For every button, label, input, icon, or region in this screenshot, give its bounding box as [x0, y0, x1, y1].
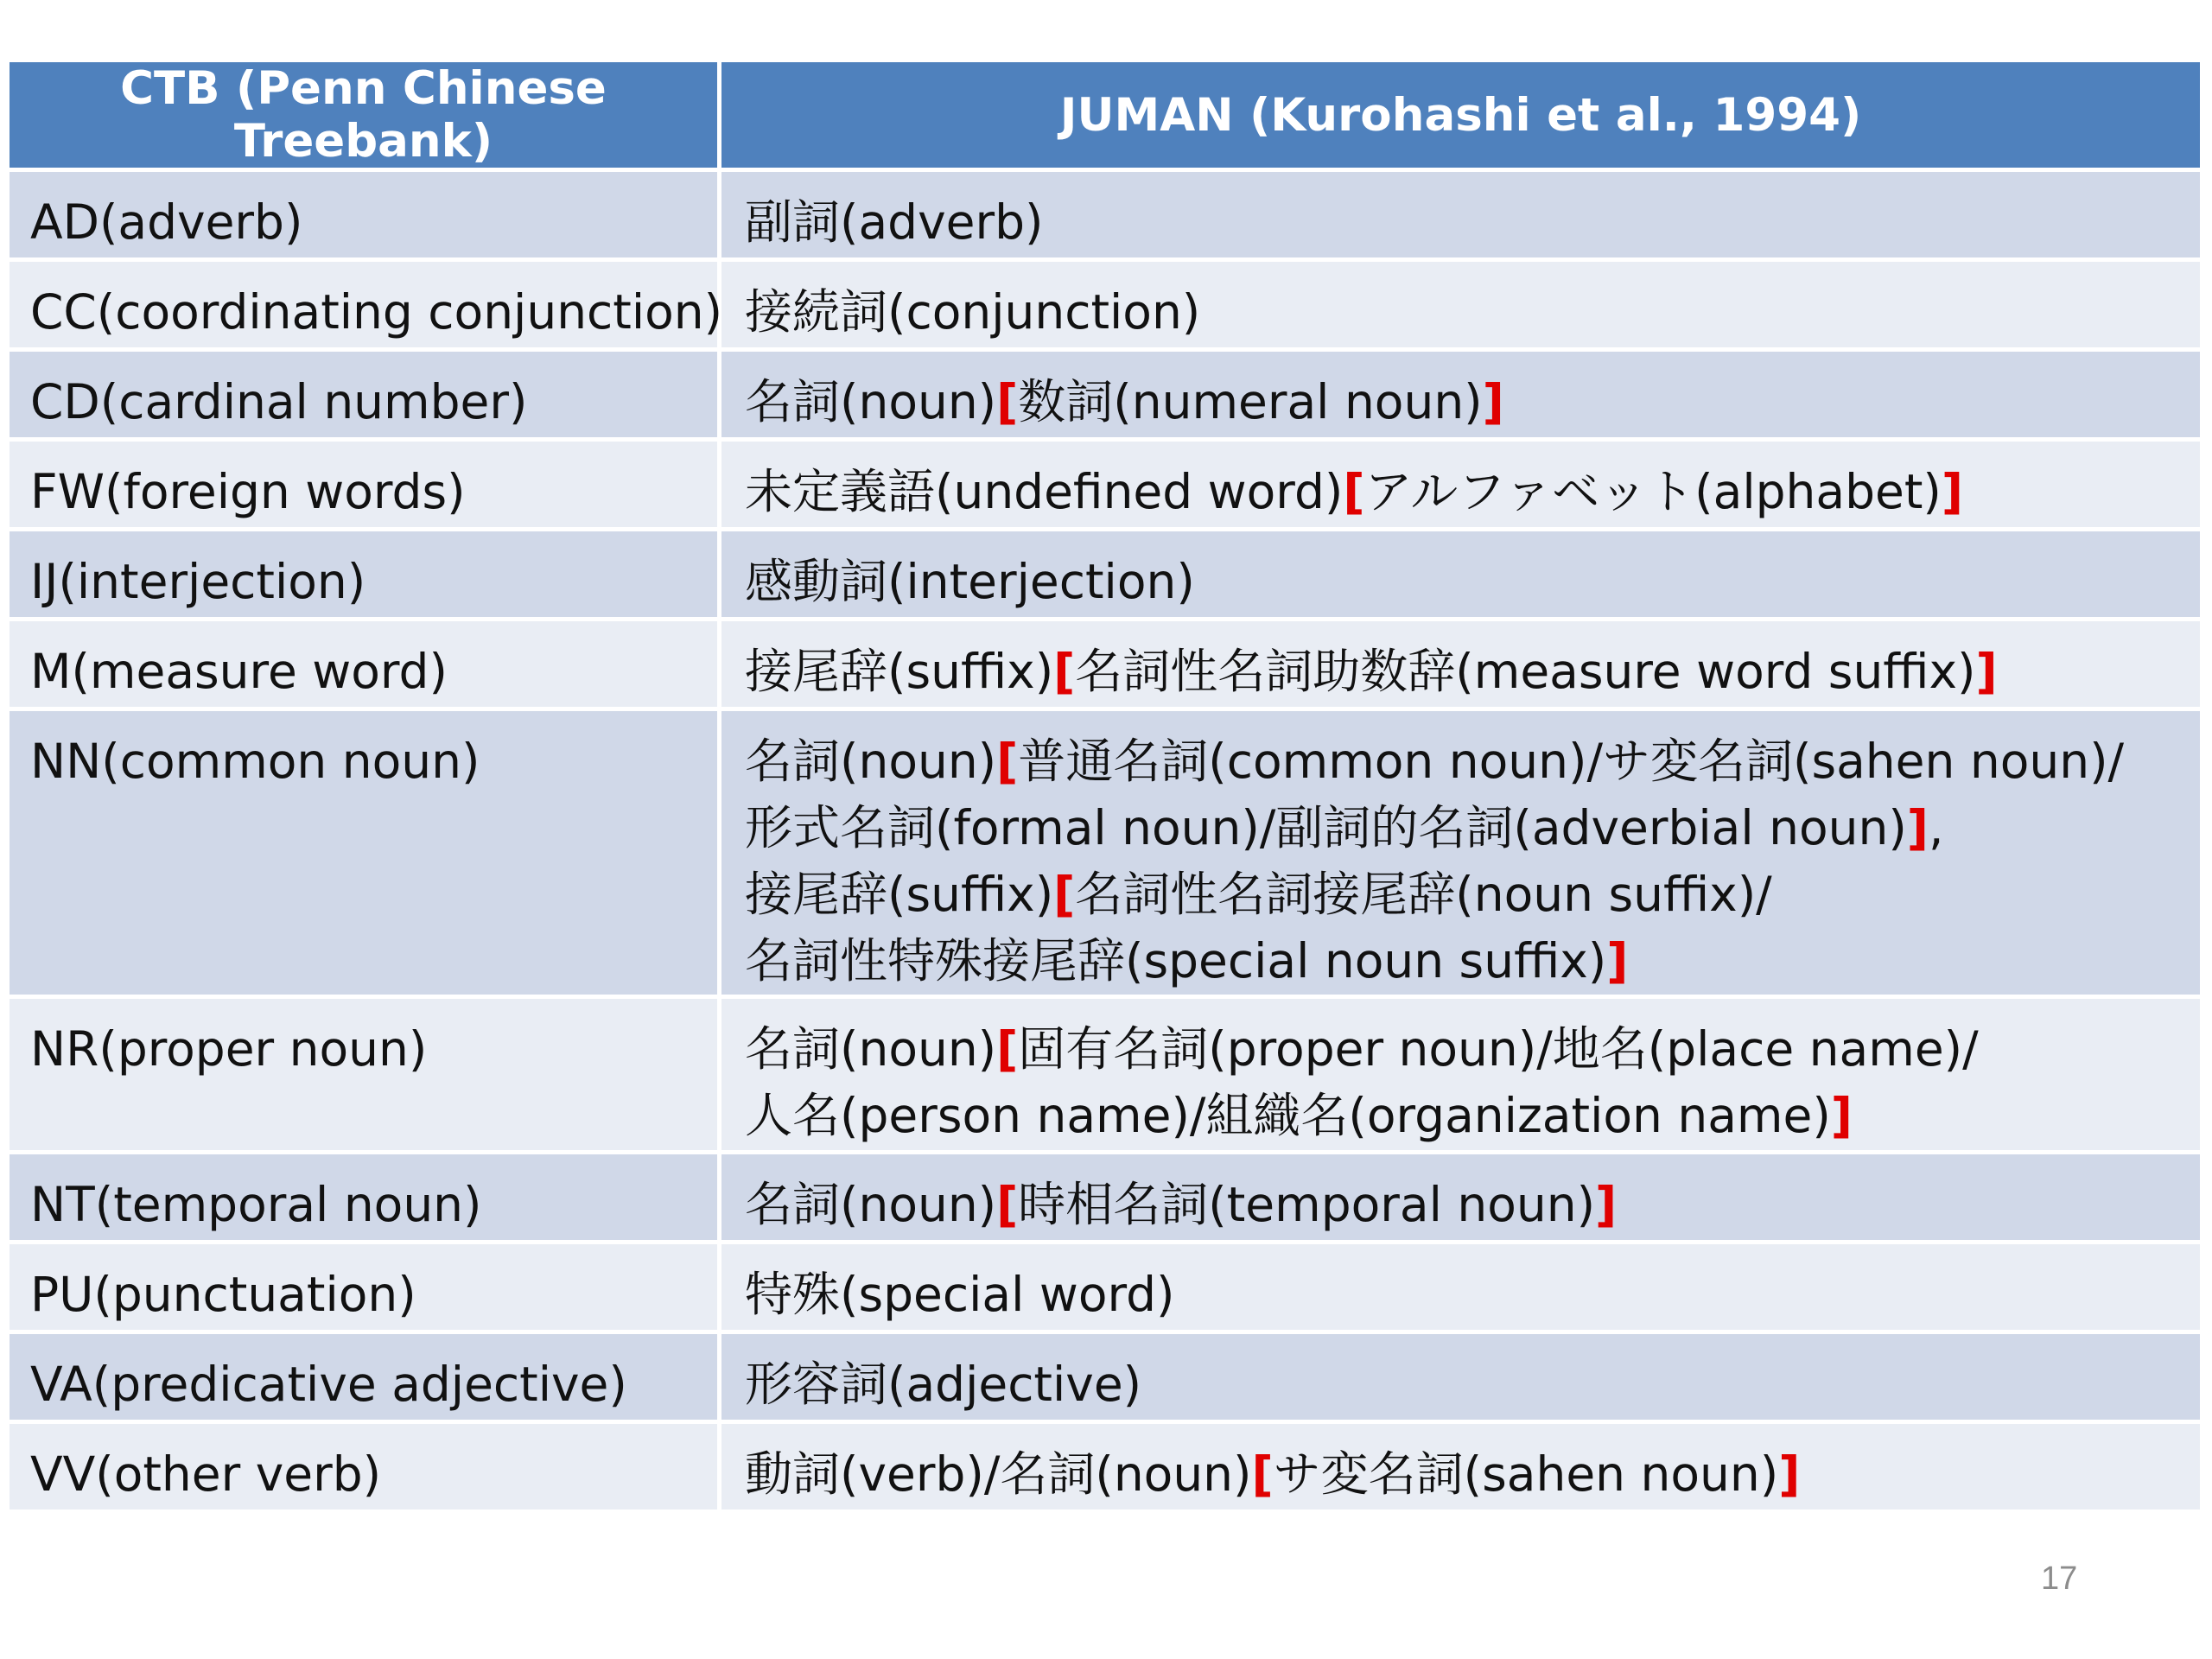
ctb-tag-cell: VA(predicative adjective): [10, 1334, 721, 1424]
juman-text: ,: [1928, 800, 1944, 855]
juman-text: サ変名詞(sahen noun): [1273, 1446, 1779, 1502]
header-juman: JUMAN (Kurohashi et al., 1994): [721, 62, 2200, 172]
table-row: [10, 1154, 2200, 1244]
juman-line: [745, 1262, 2200, 1328]
juman-text: 形式名詞(formal noun)/副詞的名詞(adverbial noun): [745, 800, 1907, 855]
ctb-tag-cell: NN(common noun): [10, 711, 721, 999]
header-row: [10, 62, 2200, 172]
juman-text: 名詞性特殊接尾辞(special noun suffix): [745, 933, 1607, 988]
header-ctb: CTB (Penn Chinese Treebank): [10, 62, 721, 172]
juman-text: アルファベット(alphabet): [1364, 464, 1942, 519]
red-bracket: ]: [1975, 644, 1998, 699]
juman-tag-cell: [721, 1154, 2200, 1244]
red-bracket: [: [996, 1021, 1019, 1077]
red-bracket: [: [996, 1177, 1019, 1232]
juman-tag-cell: [721, 352, 2200, 442]
juman-text: 接尾辞(suffix): [745, 867, 1054, 922]
red-bracket: ]: [1941, 464, 1963, 519]
juman-tag-cell: [721, 1244, 2200, 1334]
red-bracket: [: [996, 374, 1019, 429]
juman-text: 数詞(numeral noun): [1018, 374, 1483, 429]
juman-tag-cell: [721, 442, 2200, 531]
table-row: [10, 442, 2200, 531]
red-bracket: [: [1343, 464, 1365, 519]
juman-tag-cell: [721, 711, 2200, 999]
table-row: [10, 999, 2200, 1154]
juman-line: [745, 639, 2200, 705]
juman-text: 名詞(noun): [745, 1021, 997, 1077]
table-body: [10, 172, 2200, 1514]
table-row: [10, 262, 2200, 352]
red-bracket: ]: [1906, 800, 1929, 855]
juman-line: [745, 1441, 2200, 1508]
juman-line: [745, 861, 2200, 928]
juman-text: 名詞(noun): [745, 1177, 997, 1232]
juman-tag-cell: [721, 1424, 2200, 1514]
ctb-tag-cell: NR(proper noun): [10, 999, 721, 1154]
red-bracket: ]: [1595, 1177, 1618, 1232]
ctb-tag-cell: M(measure word): [10, 621, 721, 711]
juman-line: [745, 1351, 2200, 1418]
table-row: [10, 621, 2200, 711]
table-row: [10, 1334, 2200, 1424]
juman-line: [745, 549, 2200, 615]
table-row: [10, 1424, 2200, 1514]
ctb-tag-cell: FW(foreign words): [10, 442, 721, 531]
juman-line: [745, 1083, 2200, 1149]
red-bracket: ]: [1482, 374, 1504, 429]
juman-text: 名詞(noun): [745, 374, 997, 429]
juman-text: 特殊(special word): [745, 1267, 1175, 1322]
juman-text: 形容詞(adjective): [745, 1357, 1142, 1412]
ctb-tag-cell: PU(punctuation): [10, 1244, 721, 1334]
juman-text: 名詞性名詞接尾辞(noun suffix)/: [1075, 867, 1772, 922]
table-row: [10, 711, 2200, 999]
ctb-tag-cell: AD(adverb): [10, 172, 721, 262]
juman-line: [745, 459, 2200, 525]
red-bracket: [: [1053, 644, 1076, 699]
ctb-tag-cell: CD(cardinal number): [10, 352, 721, 442]
juman-text: 名詞(noun): [745, 734, 997, 789]
red-bracket: [: [1251, 1446, 1274, 1502]
juman-line: [745, 279, 2200, 346]
table-row: [10, 1244, 2200, 1334]
red-bracket: ]: [1778, 1446, 1801, 1502]
juman-line: [745, 189, 2200, 256]
juman-text: 動詞(verb)/名詞(noun): [745, 1446, 1252, 1502]
ctb-tag-cell: CC(coordinating conjunction): [10, 262, 721, 352]
table-row: [10, 352, 2200, 442]
red-bracket: [: [996, 734, 1019, 789]
juman-text: 副詞(adverb): [745, 194, 1044, 250]
juman-text: 固有名詞(proper noun)/地名(place name)/: [1018, 1021, 1979, 1077]
juman-text: 接続詞(conjunction): [745, 284, 1201, 340]
ctb-tag-cell: IJ(interjection): [10, 531, 721, 621]
juman-line: [745, 928, 2200, 995]
juman-text: 感動詞(interjection): [745, 554, 1195, 609]
ctb-tag-cell: VV(other verb): [10, 1424, 721, 1514]
juman-text: 普通名詞(common noun)/サ変名詞(sahen noun)/: [1018, 734, 2125, 789]
red-bracket: ]: [1606, 933, 1629, 988]
red-bracket: [: [1053, 867, 1076, 922]
juman-text: 時相名詞(temporal noun): [1018, 1177, 1596, 1232]
juman-tag-cell: [721, 1334, 2200, 1424]
juman-tag-cell: [721, 621, 2200, 711]
juman-tag-cell: [721, 531, 2200, 621]
pos-mapping-table: [10, 62, 2200, 1514]
table-row: [10, 531, 2200, 621]
juman-line: [745, 369, 2200, 435]
page-number: 17: [2041, 1560, 2078, 1597]
juman-text: 接尾辞(suffix): [745, 644, 1054, 699]
juman-line: [745, 728, 2200, 795]
table-row: [10, 172, 2200, 262]
ctb-tag-cell: NT(temporal noun): [10, 1154, 721, 1244]
juman-line: [745, 1016, 2200, 1083]
juman-text: 人名(person name)/組織名(organization name): [745, 1088, 1831, 1143]
juman-tag-cell: [721, 172, 2200, 262]
juman-tag-cell: [721, 262, 2200, 352]
red-bracket: ]: [1830, 1088, 1853, 1143]
juman-line: [745, 1172, 2200, 1238]
juman-text: 未定義語(undefined word): [745, 464, 1344, 519]
juman-tag-cell: [721, 999, 2200, 1154]
juman-text: 名詞性名詞助数辞(measure word suffix): [1075, 644, 1976, 699]
juman-line: [745, 795, 2200, 861]
